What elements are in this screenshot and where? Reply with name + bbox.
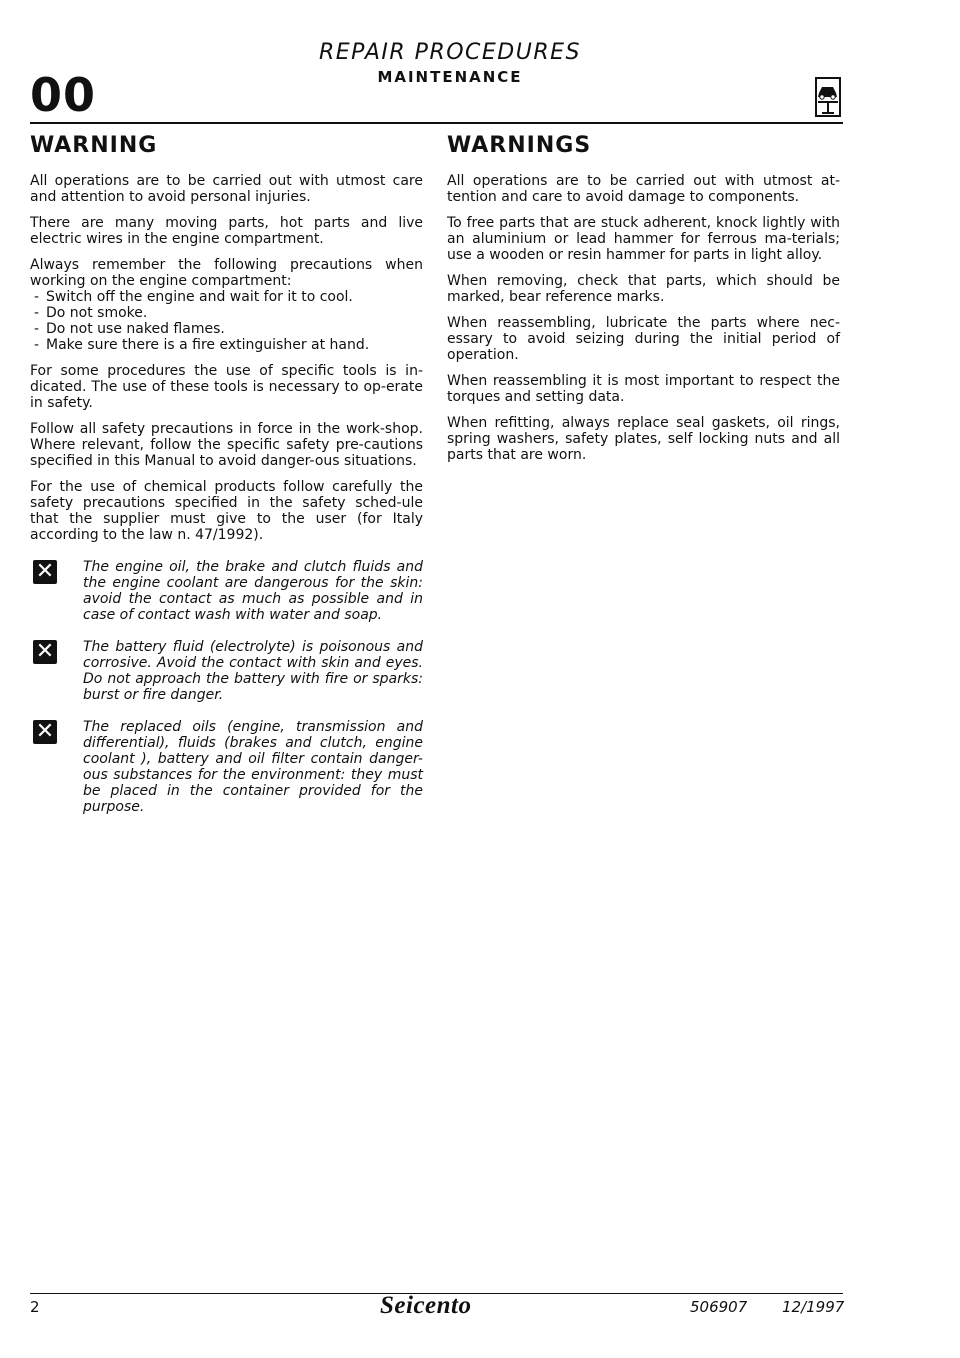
caution-note: [30, 639, 423, 703]
paragraph: When refitting, always replace seal gaskets, oil rings, spring washers, safety plates, self locking nuts and all parts that are worn.: [447, 415, 840, 464]
left-column: [30, 133, 423, 815]
list-item: - Do not use naked flames.: [30, 321, 423, 337]
right-column: [447, 133, 840, 473]
x-warning-icon: ✕: [33, 640, 57, 664]
precautions-list: [30, 289, 423, 353]
document-code: 506907: [690, 1298, 748, 1316]
warning-heading: WARNING: [30, 133, 158, 158]
paragraph: When removing, check that parts, which should be marked, bear reference marks.: [447, 273, 840, 306]
caution-text: The replaced oils (engine, transmission and differential), fluids (brakes and clutch, engine coolant ), battery and oil filter contain danger-ous substances for the environment: they must be placed in the container provided for the purpose.: [83, 719, 423, 816]
page-number: 2: [30, 1298, 40, 1316]
paragraph: Follow all safety precautions in force in the work-shop. Where relevant, follow the specific safety pre-cautions specified in this Manual to avoid danger-ous situations.: [30, 421, 423, 470]
paragraph: All operations are to be carried out with utmost at-tention and care to avoid damage to components.: [447, 173, 840, 206]
paragraph: There are many moving parts, hot parts and live electric wires in the engine compartment.: [30, 215, 423, 248]
paragraph: For the use of chemical products follow carefully the safety precautions specified in the safety sched-ule that the supplier must give to the user (for Italy according to the law n. 47/1992).: [30, 479, 423, 544]
list-item: - Make sure there is a fire extinguisher at hand.: [30, 337, 423, 353]
list-item: - Switch off the engine and wait for it to cool.: [30, 289, 423, 305]
page-subtitle: MAINTENANCE: [377, 68, 523, 86]
section-number: 00: [30, 68, 97, 122]
list-item: - Do not smoke.: [30, 305, 423, 321]
paragraph: When reassembling, lubricate the parts where nec-essary to avoid seizing during the initial period of operation.: [447, 315, 840, 364]
warnings-heading: WARNINGS: [447, 133, 592, 158]
document-date: 12/1997: [782, 1298, 845, 1316]
paragraph: To free parts that are stuck adherent, knock lightly with an aluminium or lead hammer for ferrous ma-terials; use a wooden or resin hammer for parts in light alloy.: [447, 215, 840, 264]
caution-note: [30, 719, 423, 815]
paragraph: All operations are to be carried out with utmost care and attention to avoid personal injuries.: [30, 173, 423, 206]
caution-text: The engine oil, the brake and clutch fluids and the engine coolant are dangerous for the skin: avoid the contact as much as possible and in case of contact wash with water and soap.: [83, 559, 423, 624]
car-lift-icon: [815, 77, 841, 117]
x-warning-icon: ✕: [33, 720, 57, 744]
paragraph: For some procedures the use of specific tools is in-dicated. The use of these tools is necessary to op-erate in safety.: [30, 363, 423, 412]
caution-note: [30, 559, 423, 623]
paragraph: Always remember the following precautions when working on the engine compartment:: [30, 257, 423, 290]
header-divider: [30, 122, 843, 124]
x-warning-icon: ✕: [33, 560, 57, 584]
page-title: REPAIR PROCEDURES: [319, 40, 581, 65]
paragraph: When reassembling it is most important to respect the torques and setting data.: [447, 373, 840, 406]
caution-text: The battery fluid (electrolyte) is poisonous and corrosive. Avoid the contact with skin and eyes. Do not approach the battery with fire or sparks: burst or fire danger.: [83, 639, 423, 704]
brand-logo: Seicento: [380, 1292, 472, 1319]
